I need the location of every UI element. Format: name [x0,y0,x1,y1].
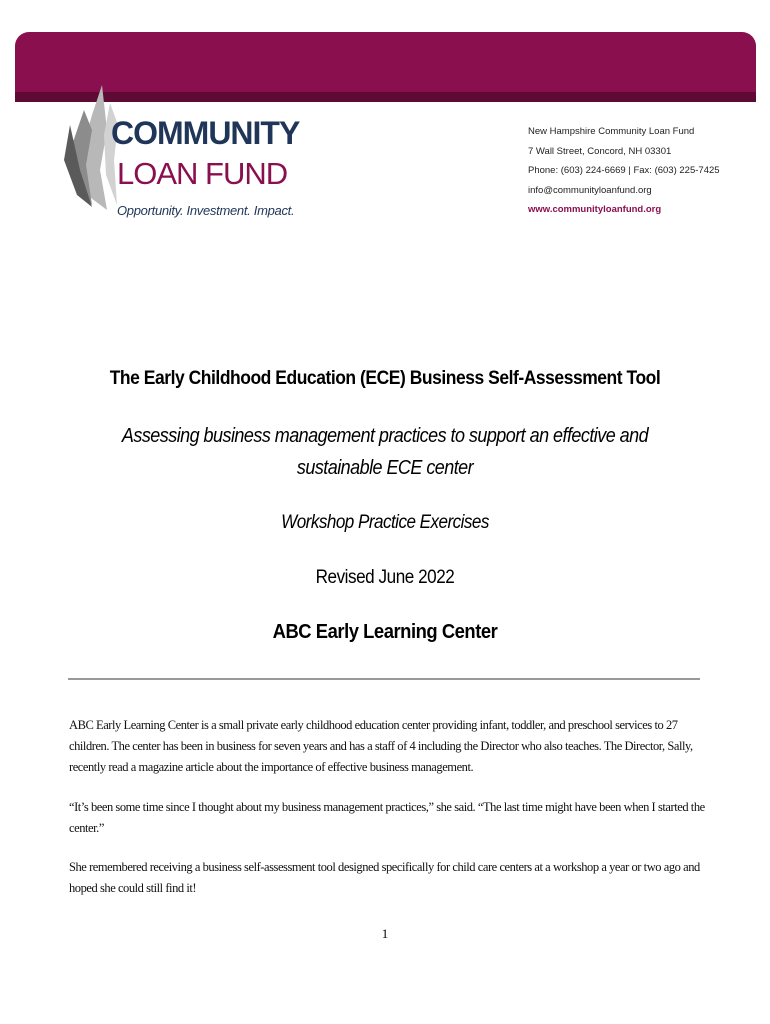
paragraph: “It’s been some time since I thought about my business management practices,” she said. “The last time might have been when I started the center.” [69,800,705,835]
contact-phone: Phone: (603) 224-6669 | Fax: (603) 225-7425 [528,165,720,176]
paragraph: ABC Early Learning Center is a small private early childhood education center providing infant, toddler, and preschool services to 27 children. The center has been in business for seven years and has a staff of 4 including the Director who also teaches. The Director, Sally, recently read a magazine article about the importance of effective business management. [69,718,693,774]
page-number: 1 [381,926,389,941]
logo-wordmark-line1: COMMUNITY [111,115,300,151]
revised-date: Revised June 2022 [315,567,455,588]
contact-org: New Hampshire Community Loan Fund [528,126,695,137]
contact-email[interactable]: info@communityloanfund.org [528,184,652,196]
contact-website-link[interactable]: www.communityloanfund.org [528,204,662,215]
logo-wordmark-line2: LOAN FUND [117,156,288,191]
logo-tagline: Opportunity. Investment. Impact. [117,203,295,218]
document-title: The Early Childhood Education (ECE) Business Self-Assessment Tool [109,368,661,389]
center-name-heading: ABC Early Learning Center [272,621,498,643]
workshop-label: Workshop Practice Exercises [281,512,489,533]
section-divider [68,678,700,680]
document-subtitle: Assessing business management practices to support an effective and sustainable ECE center [121,425,649,479]
contact-block [528,122,720,220]
paragraph: She remembered receiving a business self-assessment tool designed specifically for child care centers at a workshop a year or two ago and hoped she could still find it! [69,860,700,895]
contact-address: 7 Wall Street, Concord, NH 03301 [528,145,672,157]
